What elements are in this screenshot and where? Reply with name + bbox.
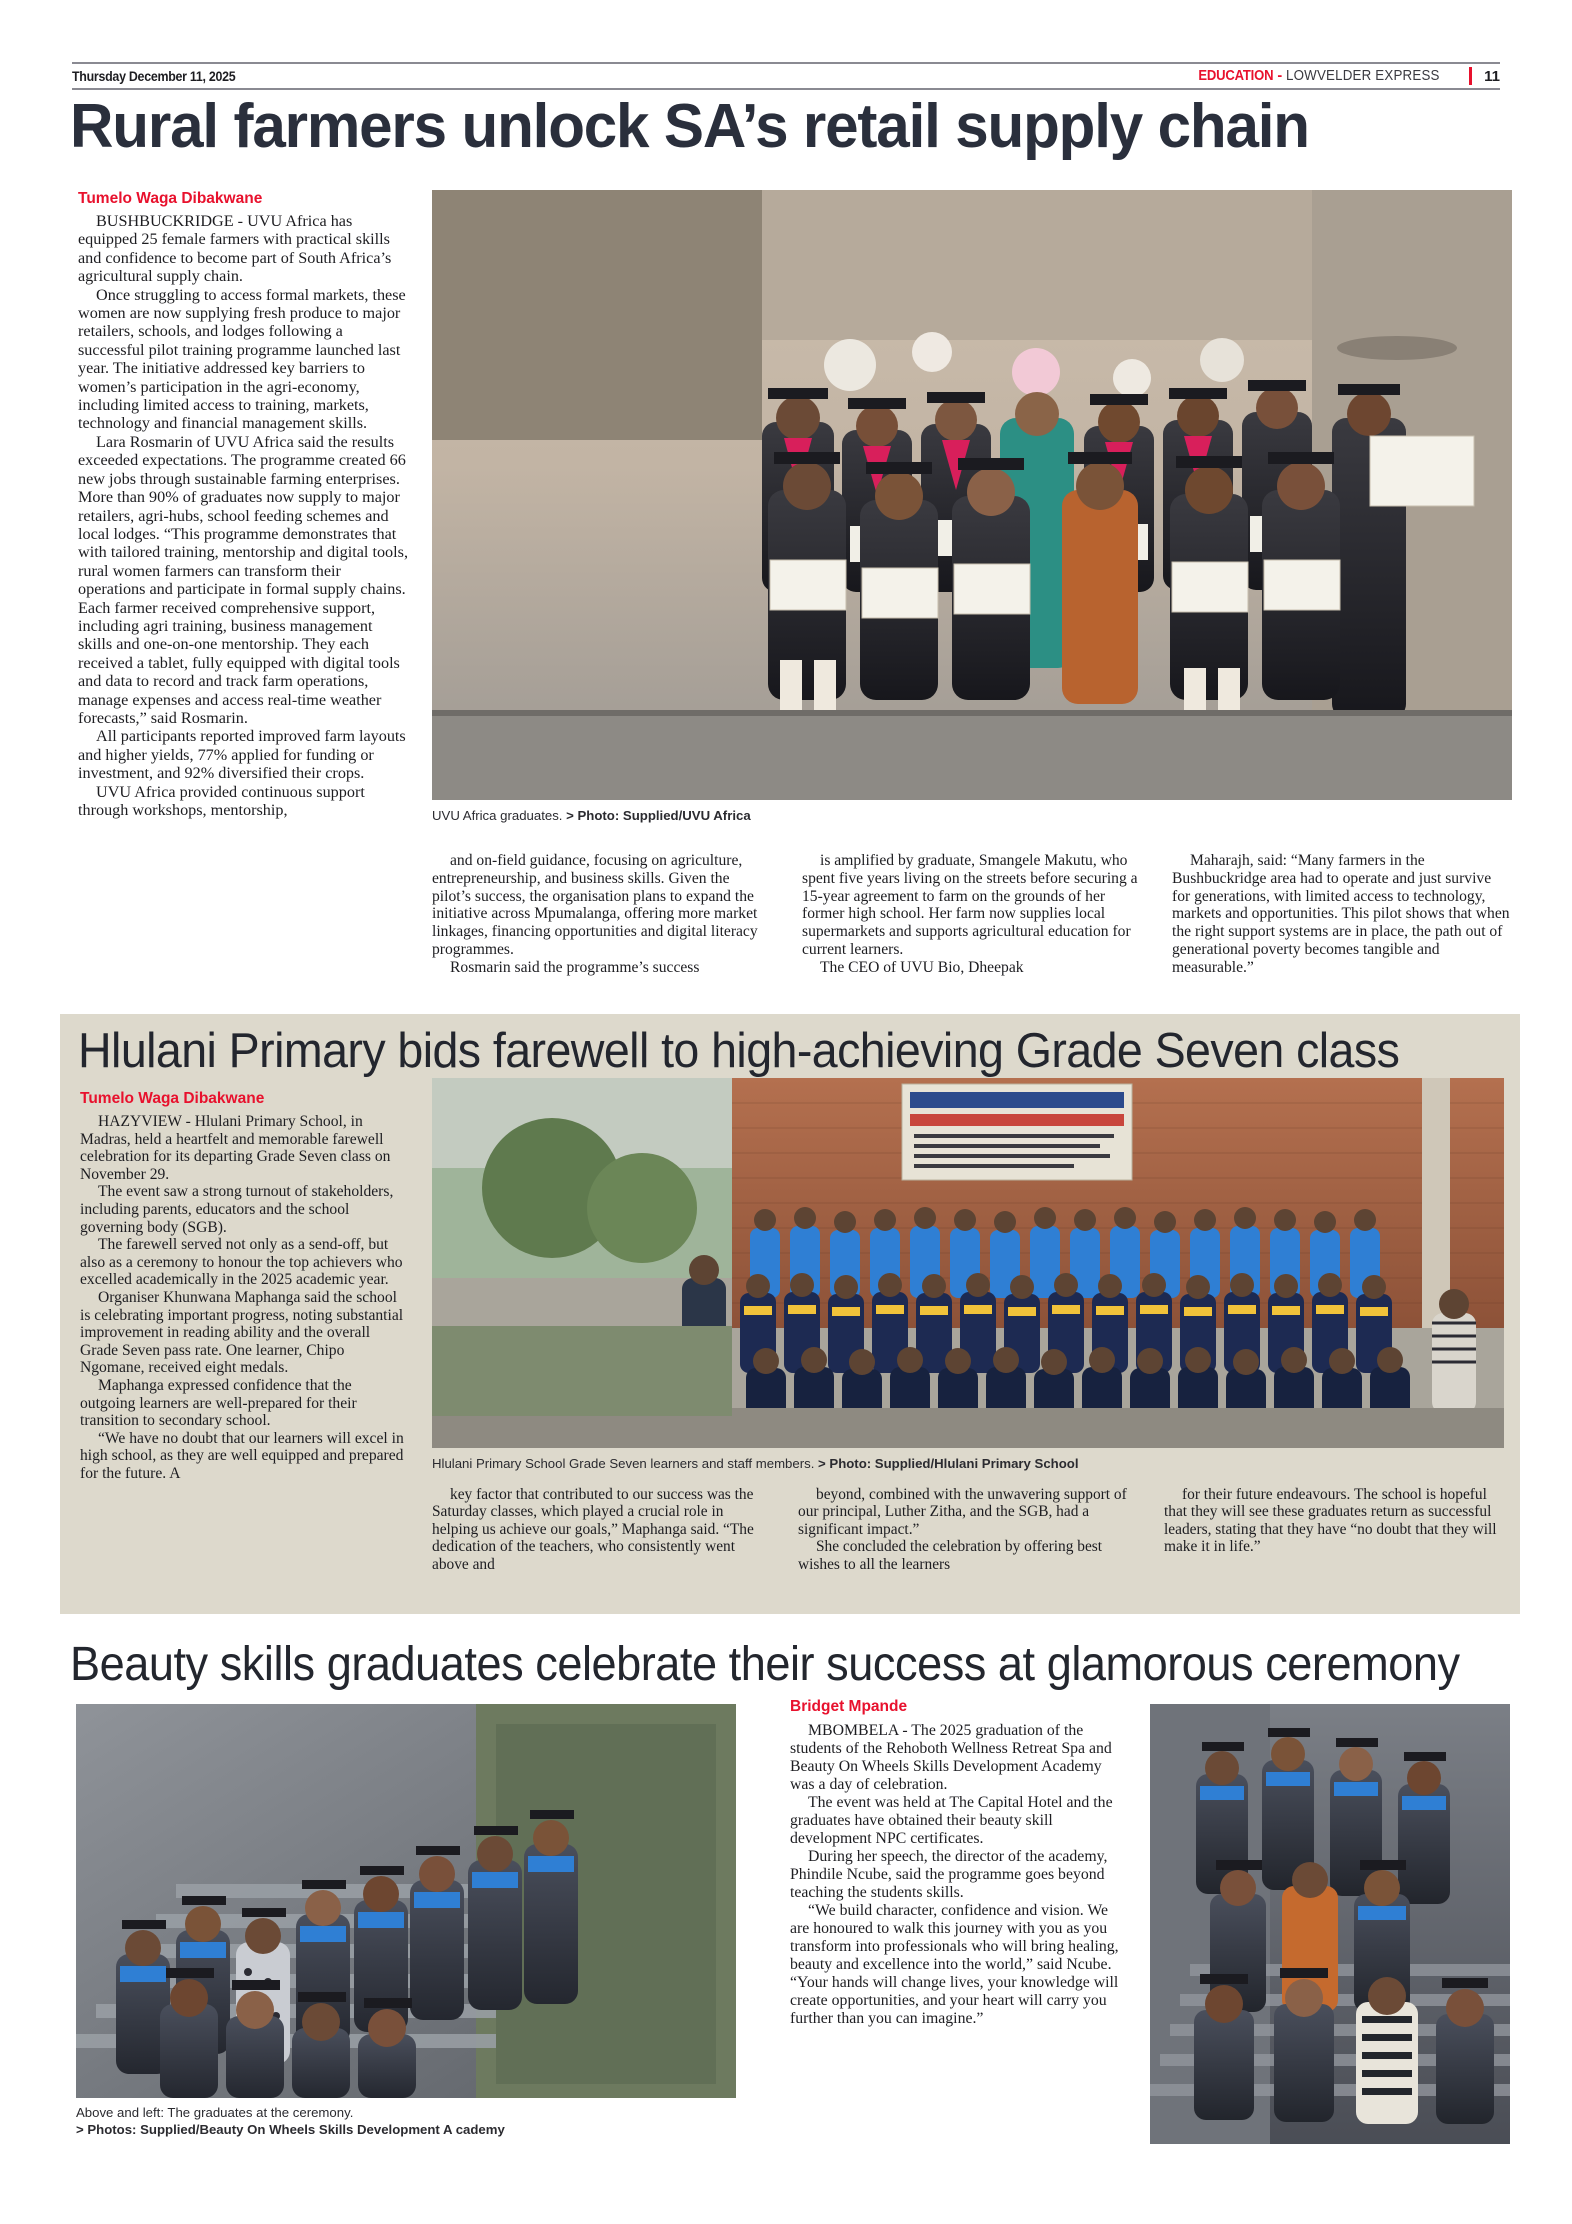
caption-credit: > Photo: Supplied/UVU Africa bbox=[566, 808, 751, 823]
article1-lower-column-3 bbox=[1172, 852, 1512, 977]
paragraph: During her speech, the director of the academy, Phindile Ncube, said the programme goes beyond teaching the students skills. bbox=[790, 1848, 1108, 1901]
article2-lower-column-1 bbox=[432, 1486, 770, 1573]
paragraph: “We build character, confidence and vision. We are honoured to walk this journey with you as you transform into professionals who will bring healing, beauty and excellence into the world,” said Ncube. “Your hands will change lives, your knowledge will create opportunities, and your heart will carry you further than you can imagine.” bbox=[790, 1902, 1119, 2027]
article2 bbox=[60, 1014, 1520, 1614]
paragraph: Maphanga expressed confidence that the outgoing learners are well-prepared for their transition to secondary school. bbox=[80, 1376, 357, 1430]
paragraph: Maharajh, said: “Many farmers in the Bushbuckridge area had to operate and just survive for generations, with limited access to technology, markets and opportunities. This pilot shows that when the right support systems are in place, the path out of generational poverty becomes tangible and measurable.” bbox=[1172, 852, 1510, 976]
masthead-rule-bottom bbox=[72, 88, 1500, 90]
article3-photo-right bbox=[1150, 1704, 1510, 2144]
paragraph: HAZYVIEW - Hlulani Primary School, in Madras, held a heartfelt and memorable farewell celebration for its departing Grade Seven class on November 29. bbox=[80, 1113, 391, 1183]
article2-photo bbox=[432, 1078, 1504, 1448]
caption-credit: > Photo: Supplied/Hlulani Primary School bbox=[818, 1456, 1079, 1471]
article2-headline: Hlulani Primary bids farewell to high-achieving Grade Seven class bbox=[78, 1024, 1400, 1078]
article1-column-1 bbox=[78, 212, 408, 819]
masthead-row bbox=[72, 64, 1500, 88]
article3-headline: Beauty skills graduates celebrate their success at glamorous ceremony bbox=[70, 1638, 1460, 1691]
paragraph: MBOMBELA - The 2025 graduation of the students of the Rehoboth Wellness Retreat Spa and Beauty On Wheels Skills Development Academy was a day of celebration. bbox=[790, 1722, 1112, 1793]
beauty-graduates-vertical-photo bbox=[1150, 1704, 1510, 2144]
paragraph: Once struggling to access formal markets, these women are now supplying fresh produce to major retailers, schools, and lodges following a successful pilot training programme launched last year. The initiative addressed key barriers to women’s participation in the agri-economy, including limited access to training, markets, technology and financial management skills. bbox=[78, 285, 406, 433]
article2-column-1 bbox=[80, 1113, 408, 1482]
paragraph: The event was held at The Capital Hotel and the graduates have obtained their beauty skill development NPC certificates. bbox=[790, 1794, 1113, 1847]
article3-column bbox=[790, 1722, 1120, 2028]
article3-photo-left bbox=[76, 1704, 736, 2098]
masthead-section-label: EDUCATION bbox=[1198, 68, 1274, 84]
graduates-group-photo bbox=[432, 190, 1512, 800]
article3-caption bbox=[76, 2104, 756, 2138]
school-group-photo bbox=[432, 1078, 1504, 1448]
article1-lower-column-1 bbox=[432, 852, 772, 977]
article2-byline: Tumelo Waga Dibakwane bbox=[80, 1090, 265, 1107]
caption-text: Hlulani Primary School Grade Seven learners and staff members. bbox=[432, 1456, 819, 1471]
paragraph: for their future endeavours. The school is hopeful that they will see these graduates return as successful leaders, stating that they have “no doubt that they will make it in life.” bbox=[1164, 1486, 1497, 1556]
paragraph: Rosmarin said the programme’s success bbox=[450, 958, 700, 976]
masthead-page-number: 11 bbox=[1484, 67, 1500, 85]
article2-lower-columns bbox=[432, 1486, 1504, 1573]
beauty-graduates-staircase-photo bbox=[76, 1704, 736, 2098]
masthead bbox=[72, 62, 1500, 90]
paragraph: key factor that contributed to our success was the Saturday classes, which played a crucial role in helping us achieve our goals,” Maphanga said. “The dedication of the teachers, who consistently went above and bbox=[432, 1486, 754, 1573]
paragraph: Lara Rosmarin of UVU Africa said the results exceeded expectations. The programme created 66 new jobs through sustainable farming enterprises. More than 90% of graduates now supply to major retailers, agri-hubs, school feeding schemes and local lodges. “This programme demonstrates that with tailored training, mentorship and digital tools, rural women farmers can transform their operations and participate in formal supply chains. Each farmer received comprehensive support, including agri training, business management skills and one-on-one mentorship. They each received a tablet, fully equipped with digital tools and data to record and track farm operations, manage expenses and access real-time weather forecasts,” said Rosmarin. bbox=[78, 432, 408, 727]
article1-photo bbox=[432, 190, 1512, 800]
caption-line-1: Above and left: The graduates at the ceremony. bbox=[76, 2105, 354, 2120]
paragraph: and on-field guidance, focusing on agriculture, entrepreneurship, and business skills. Given the pilot’s success, the organisation plans to expand the initiative across Mpumalanga, offering more market linkages, financing opportunities and digital literacy programmes. bbox=[432, 852, 758, 958]
article2-lower-column-2 bbox=[798, 1486, 1136, 1573]
paragraph: The CEO of UVU Bio, Dheepak bbox=[820, 958, 1024, 976]
masthead-date: Thursday December 11, 2025 bbox=[72, 68, 236, 84]
masthead-dash: - bbox=[1277, 68, 1283, 84]
caption-text: UVU Africa graduates. bbox=[432, 808, 567, 823]
article1-byline: Tumelo Waga Dibakwane bbox=[78, 190, 263, 207]
masthead-divider-bar bbox=[1469, 67, 1472, 85]
article1-lower-columns bbox=[432, 852, 1512, 977]
paragraph: “We have no doubt that our learners will excel in high school, as they are well equipped and prepared for the future. A bbox=[80, 1429, 404, 1482]
article1-caption bbox=[432, 808, 1512, 823]
article1-headline: Rural farmers unlock SA’s retail supply chain bbox=[70, 92, 1309, 161]
paragraph: UVU Africa provided continuous support through workshops, mentorship, bbox=[78, 782, 365, 819]
masthead-publication: LOWVELDER EXPRESS bbox=[1286, 68, 1440, 84]
paragraph: beyond, combined with the unwavering support of our principal, Luther Zitha, and the SGB, had a significant impact.” bbox=[798, 1486, 1127, 1538]
article2-lower-column-3 bbox=[1164, 1486, 1502, 1573]
paragraph: is amplified by graduate, Smangele Makutu, who spent five years living on the streets before securing a 15-year agreement to farm on the grounds of her former high school. Her farm now supplies local supermarkets and supports agricultural education for current learners. bbox=[802, 852, 1138, 958]
paragraph: The event saw a strong turnout of stakeholders, including parents, educators and the school governing body (SGB). bbox=[80, 1183, 394, 1236]
paragraph: She concluded the celebration by offering best wishes to all the learners bbox=[798, 1538, 1103, 1573]
article3-byline: Bridget Mpande bbox=[790, 1698, 908, 1715]
paragraph: Organiser Khunwana Maphanga said the school is celebrating important progress, noting substantial improvement in reading ability and the overall Grade Seven pass rate. One learner, Chipo Ngomane, received eight medals. bbox=[80, 1288, 404, 1377]
caption-line-2: > Photos: Supplied/Beauty On Wheels Skills Development A cademy bbox=[76, 2122, 505, 2137]
paragraph: All participants reported improved farm layouts and higher yields, 77% applied for funding or investment, and 92% diversified their crops. bbox=[78, 727, 406, 783]
paragraph: The farewell served not only as a send-off, but also as a ceremony to honour the top achievers who excelled academically in the 2025 academic year. bbox=[80, 1236, 403, 1289]
article1-lower-column-2 bbox=[802, 852, 1142, 977]
paragraph: BUSHBUCKRIDGE - UVU Africa has equipped 25 female farmers with practical skills and confidence to become part of South Africa’s agricultural supply chain. bbox=[78, 212, 392, 286]
article2-caption bbox=[432, 1456, 1504, 1471]
masthead-right-group bbox=[1190, 67, 1500, 85]
